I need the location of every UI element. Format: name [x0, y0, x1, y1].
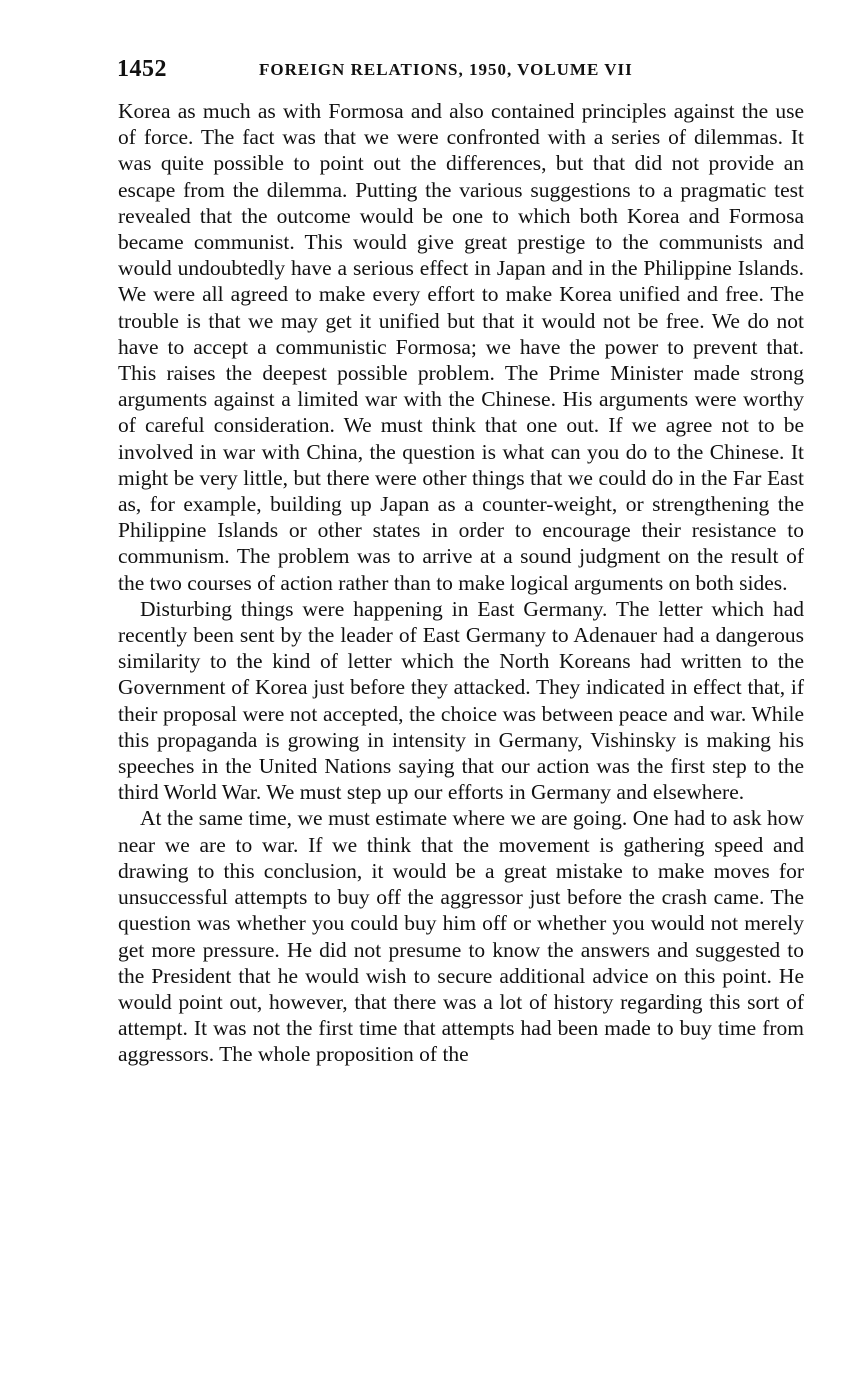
paragraph-east-germany: Disturbing things were happening in East Germany. The letter which had recently been sent by the leader of East Germany to Adenauer had a dangerous similarity to the kind of letter which the North Koreans had written to the Government of Korea just before they attacked. They indicated in effect that, if their proposal were not accepted, the choice was between peace and war. While this propaganda is growing in intensity in Germany, Vishinsky is making his speeches in the United Nations saying that our action was the first step to the third World War. We must step up our efforts in Germany and elsewhere. — [118, 596, 804, 805]
page-number: 1452 — [117, 56, 167, 82]
body-text — [118, 98, 804, 1068]
running-head — [117, 56, 803, 86]
paragraph-estimate: At the same time, we must estimate where we are going. One had to ask how near we are to war. If we think that the movement is gathering speed and drawing to this conclusion, it would be a great mistake to make moves for unsuccessful attempts to buy off the aggressor just before the crash came. The question was whether you could buy him off or whether you would not merely get more pressure. He did not presume to know the answers and suggested to the President that he would wish to secure additional advice on this point. He would point out, however, that there was a lot of history regarding this sort of attempt. It was not the first time that attempts had been made to buy time from aggressors. The whole proposition of the — [118, 806, 804, 1067]
running-title: FOREIGN RELATIONS, 1950, VOLUME VII — [259, 60, 633, 79]
paragraph-continuation: Korea as much as with Formosa and also contained principles against the use of force. The fact was that we were confronted with a series of dilemmas. It was quite possible to point out the differences, but that did not provide an escape from the dilemma. Putting the various suggestions to a pragmatic test revealed that the outcome would be one to which both Korea and Formosa became communist. This would give great prestige to the communists and would undoubtedly have a serious effect in Japan and in the Philippine Islands. We were all agreed to make every effort to make Korea unified and free. The trouble is that we may get it unified but that it would not be free. We do not have to accept a communistic Formosa; we have the power to prevent that. This raises the deepest possible problem. The Prime Minister made strong arguments against a limited war with the Chinese. His arguments were worthy of careful consideration. We must think that one out. If we agree not to be involved in war with China, the question is what can you do to the Chinese. It might be very little, but there were other things that we could do in the Far East as, for example, building up Japan as a counter-weight, or strengthening the Philippine Islands or other states in order to encourage their resistance to communism. The problem was to arrive at a sound judgment on the result of the two courses of action rather than to make logical arguments on both sides. — [118, 99, 804, 595]
